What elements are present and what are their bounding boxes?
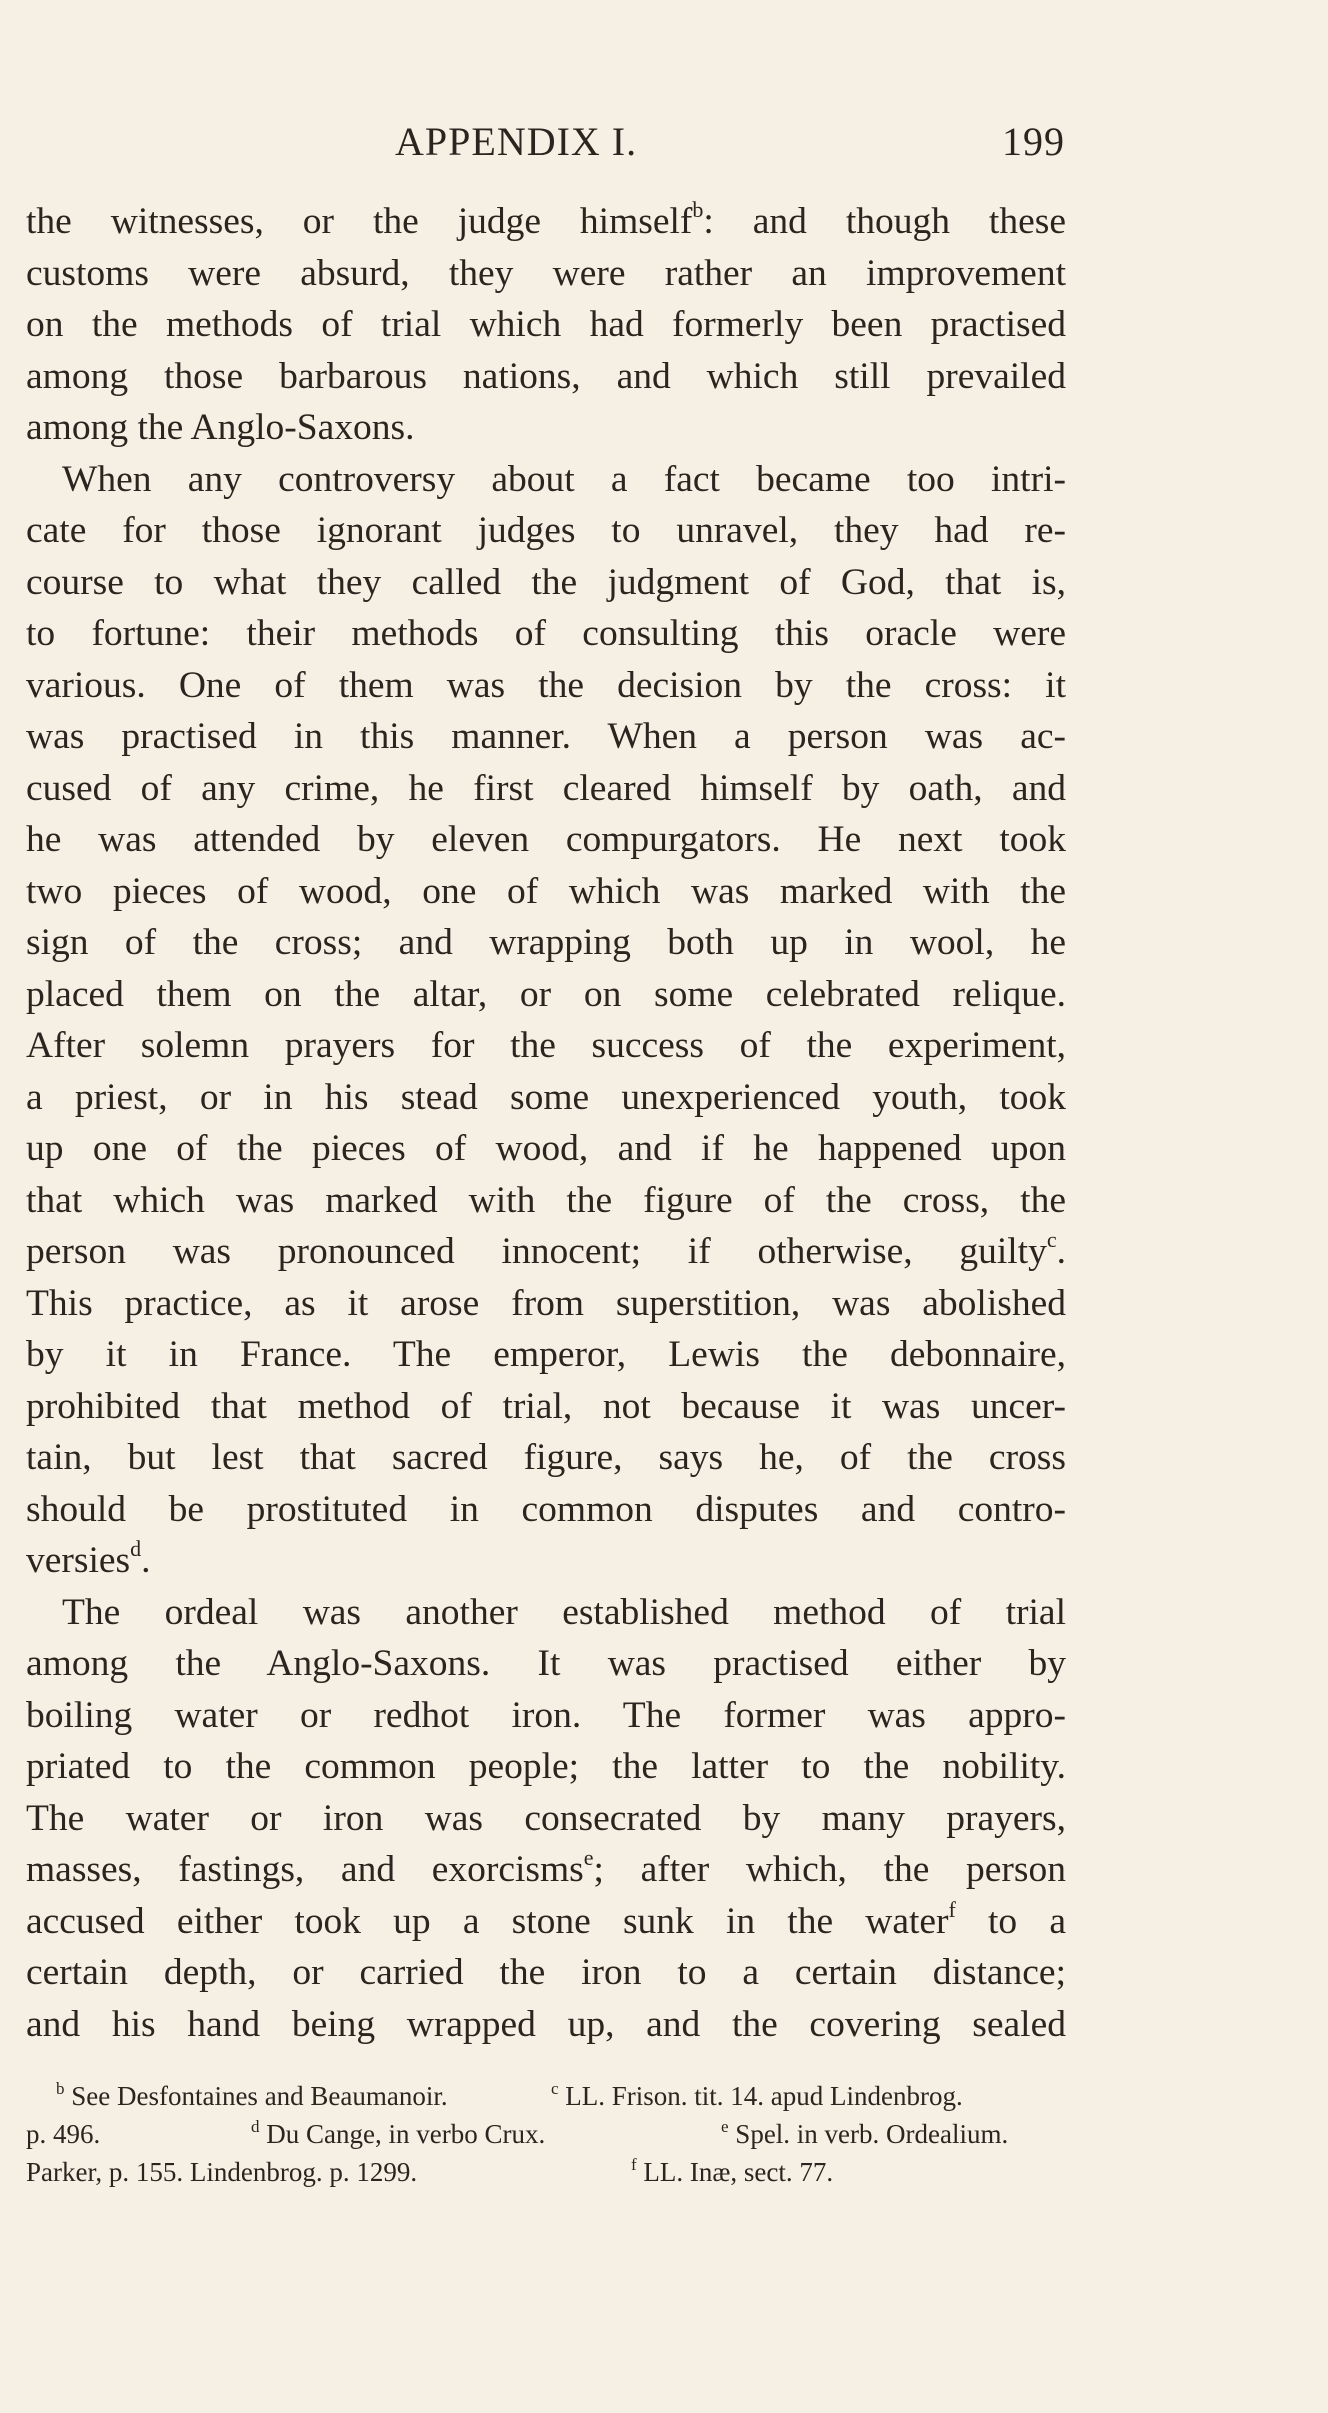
body-text xyxy=(26,196,1066,2050)
footnote-e-cont: Parker, p. 155. Lindenbrog. p. 1299. xyxy=(26,2157,418,2187)
text-line: When any controversy about a fact became too intri- xyxy=(62,458,1066,500)
text-line: tain, but lest that sacred figure, says he, of the cross xyxy=(26,1437,1066,1478)
text-line: various. One of them was the decision by the cross: it xyxy=(26,664,1066,706)
text-line: versies$^d$. xyxy=(26,1536,151,1581)
footnote-b: $^b$ See Desfontaines and Beaumanoir. xyxy=(56,2079,448,2111)
text-line: should be prostituted in common disputes and contro- xyxy=(26,1488,1066,1530)
running-header xyxy=(395,118,1065,174)
footnote-c-cont: p. 496. xyxy=(26,2119,101,2149)
text-line: After solemn prayers for the success of the experiment, xyxy=(26,1025,1066,1066)
text-line: that which was marked with the figure of the cross, the xyxy=(26,1179,1066,1221)
footnote-e: $^e$ Spel. in verb. Ordealium. xyxy=(721,2117,1009,2149)
footnote-c: $^c$ LL. Frison. tit. 14. apud Lindenbrog. xyxy=(551,2079,963,2111)
text-line: on the methods of trial which had formerly been practised xyxy=(26,304,1066,345)
text-line: sign of the cross; and wrapping both up in wool, he xyxy=(26,922,1066,963)
text-line: was practised in this manner. When a person was ac- xyxy=(26,716,1066,757)
text-line: among the Anglo-Saxons. It was practised either by xyxy=(26,1643,1066,1684)
footnote-line xyxy=(26,2153,1066,2191)
text-line: cate for those ignorant judges to unravel, they had re- xyxy=(26,510,1066,551)
text-line: customs were absurd, they were rather an improvement xyxy=(26,252,1066,294)
text-line: and his hand being wrapped up, and the covering sealed xyxy=(26,2003,1066,2045)
text-line: certain depth, or carried the iron to a certain distance; xyxy=(26,1952,1066,1993)
text-line: This practice, as it arose from superstition, was abolished xyxy=(26,1282,1066,1324)
page-number: 199 xyxy=(1002,119,1065,164)
text-line: the witnesses, or the judge himself$^b$: and though these xyxy=(26,197,1066,242)
text-line: accused either took up a stone sunk in the water$^f$ to a xyxy=(26,1896,1066,1942)
footnote-d: $^d$ Du Cange, in verbo Crux. xyxy=(251,2117,546,2149)
text-line: masses, fastings, and exorcisms$^e$; after which, the person xyxy=(26,1845,1066,1890)
text-line: he was attended by eleven compurgators. He next took xyxy=(26,819,1066,860)
text-line: prohibited that method of trial, not because it was uncer- xyxy=(26,1385,1066,1427)
header-title: APPENDIX I. xyxy=(395,119,638,164)
text-line: The ordeal was another established method of trial xyxy=(62,1591,1066,1633)
text-line: course to what they called the judgment of God, that is, xyxy=(26,561,1066,603)
footnote-f: $^f$ LL. Inæ, sect. 77. xyxy=(631,2155,834,2187)
footnote-ref-b: b xyxy=(692,197,704,222)
footnote-line xyxy=(26,2077,1066,2115)
text-line: person was pronounced innocent; if otherwise, guilty$^c$. xyxy=(26,1227,1066,1272)
footnote-ref-f: f xyxy=(948,1896,956,1922)
footnote-ref-e: e xyxy=(583,1845,594,1870)
text-line: among the Anglo-Saxons. xyxy=(26,407,415,448)
text-line: two pieces of wood, one of which was marked with the xyxy=(26,870,1066,912)
text-line: boiling water or redhot iron. The former was appro- xyxy=(26,1694,1066,1736)
text-line: placed them on the altar, or on some celebrated relique. xyxy=(26,973,1066,1015)
text-line: up one of the pieces of wood, and if he happened upon xyxy=(26,1128,1066,1169)
footnote-ref-d: d xyxy=(130,1536,142,1561)
text-line: by it in France. The emperor, Lewis the debonnaire, xyxy=(26,1334,1066,1375)
footnote-line xyxy=(26,2115,1066,2153)
text-line: to fortune: their methods of consulting this oracle were xyxy=(26,613,1066,654)
text-line: priated to the common people; the latter to the nobility. xyxy=(26,1746,1066,1787)
text-line: The water or iron was consecrated by many prayers, xyxy=(26,1797,1066,1839)
text-line: a priest, or in his stead some unexperienced youth, took xyxy=(26,1076,1066,1118)
footnotes xyxy=(26,2077,1066,2191)
text-line: cused of any crime, he first cleared himself by oath, and xyxy=(26,767,1066,809)
text-line: among those barbarous nations, and which still prevailed xyxy=(26,355,1066,397)
footnote-ref-c: c xyxy=(1046,1227,1057,1252)
